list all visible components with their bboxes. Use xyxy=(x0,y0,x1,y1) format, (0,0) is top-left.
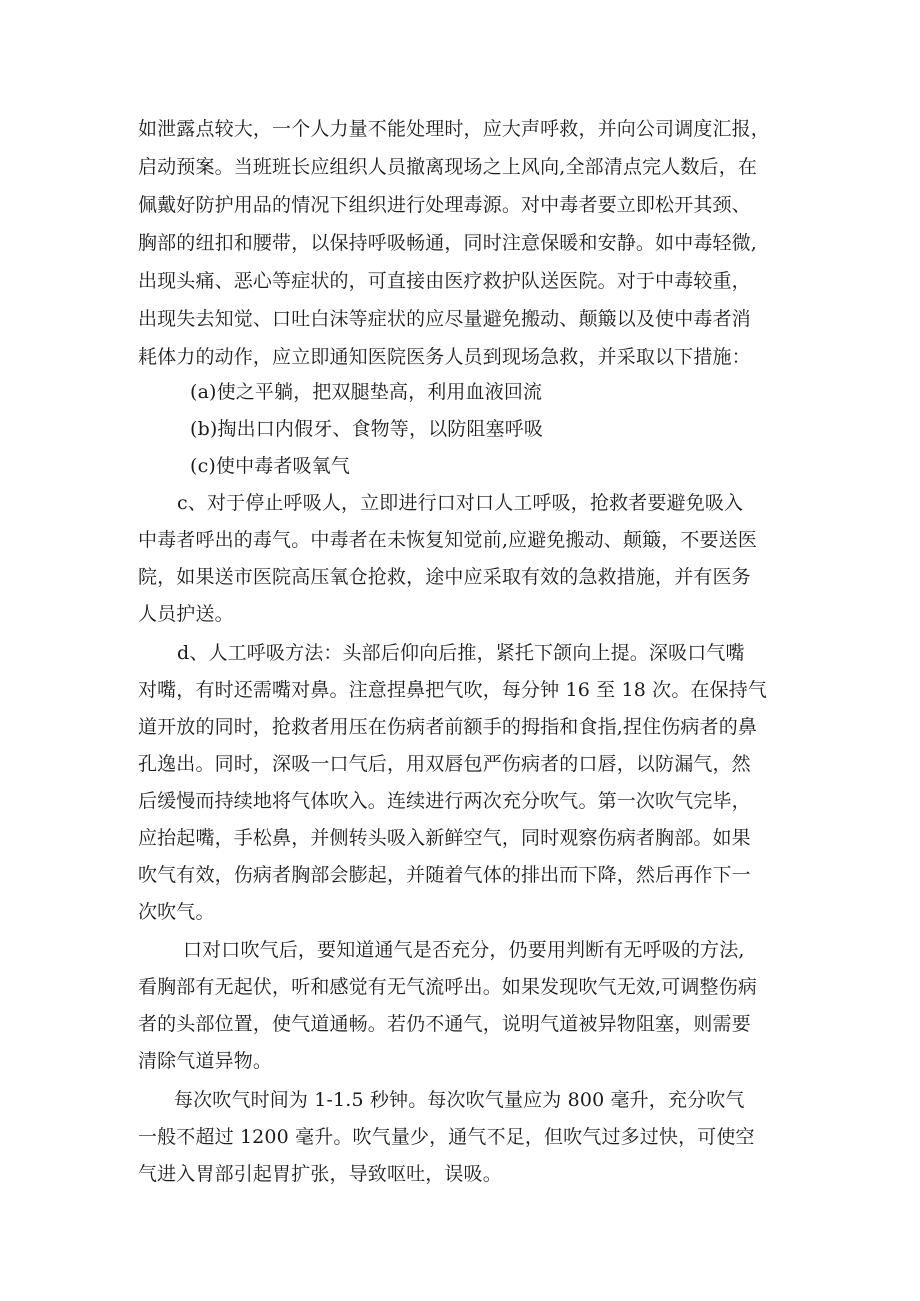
text-line: 出现头痛、恶心等症状的，可直接由医疗救护队送医院。对于中毒较重， xyxy=(138,270,751,292)
text-line: 佩戴好防护用品的情况下组织进行处理毒源。对中毒者要立即松开其颈、 xyxy=(138,194,751,216)
text-line: 院，如果送市医院高压氧仓抢救，途中应采取有效的急救措施，并有医务 xyxy=(138,566,751,588)
text-line: 出现失去知觉、口吐白沫等症状的应尽量避免搬动、颠簸以及使中毒者消 xyxy=(138,308,751,330)
text-line: 口对口吹气后，要知道通气是否充分，仍要用判断有无呼吸的方法, xyxy=(183,939,745,961)
text-line: 清除气道异物。 xyxy=(138,1050,273,1072)
text-line: 者的头部位置，使气道通畅。若仍不通气，说明气道被异物阻塞，则需要 xyxy=(138,1013,751,1035)
text-line: 胸部的纽扣和腰带，以保持呼吸畅通，同时注意保暖和安静。如中毒轻微, xyxy=(138,232,757,254)
text-line: 中毒者呼出的毒气。中毒者在未恢复知觉前,应避免搬动、颠簸，不要送医 xyxy=(138,529,757,551)
text-line: 应抬起嘴，手松鼻，并侧转头吸入新鲜空气，同时观察伤病者胸部。如果 xyxy=(138,827,751,849)
text-line: 吹气有效，伤病者胸部会膨起，并随着气体的排出而下降，然后再作下一 xyxy=(138,864,751,886)
text-line: 看胸部有无起伏，听和感觉有无气流呼出。如果发现吹气无效,可调整伤病 xyxy=(138,976,757,998)
list-item: (a)使之平躺，把双腿垫高，利用血液回流 xyxy=(190,381,543,403)
text-line: 一般不超过 1200 毫升。吹气量少，通气不足，但吹气过多过快，可使空 xyxy=(138,1126,755,1148)
text-line: 每次吹气时间为 1-1.5 秒钟。每次吹气量应为 800 毫升，充分吹气 xyxy=(174,1089,745,1111)
list-item: (c)使中毒者吸氧气 xyxy=(190,455,350,477)
text-line: 人员护送。 xyxy=(138,603,234,625)
text-line: 气进入胃部引起胃扩张，导致呕吐，误吸。 xyxy=(138,1163,502,1185)
text-line: 后缓慢而持续地将气体吹入。连续进行两次充分吹气。第一次吹气完毕， xyxy=(138,790,751,812)
text-line: c、对于停止呼吸人，立即进行口对口人工呼吸，抢救者要避免吸入 xyxy=(177,492,744,514)
text-line: 如泄露点较大，一个人力量不能处理时，应大声呼救，并向公司调度汇报， xyxy=(138,118,770,140)
text-line: 次吹气。 xyxy=(138,901,215,923)
list-item: (b)掏出口内假牙、食物等，以防阻塞呼吸 xyxy=(190,418,543,440)
text-line: 对嘴，有时还需嘴对鼻。注意捏鼻把气吹，每分钟 16 至 18 次。在保持气 xyxy=(138,679,768,701)
text-line: 耗体力的动作，应立即通知医院医务人员到现场急救，并采取以下措施： xyxy=(138,346,751,368)
text-line: d、人工呼吸方法：头部后仰向后推，紧托下颌向上提。深吸口气嘴 xyxy=(177,642,745,664)
text-line: 道开放的同时，抢救者用压在伤病者前额手的拇指和食指,捏住伤病者的鼻 xyxy=(138,716,757,738)
text-line: 孔逸出。同时，深吸一口气后，用双唇包严伤病者的口唇，以防漏气，然 xyxy=(138,753,751,775)
text-line: 启动预案。当班班长应组织人员撤离现场之上风向,全部清点完人数后，在 xyxy=(138,156,757,178)
